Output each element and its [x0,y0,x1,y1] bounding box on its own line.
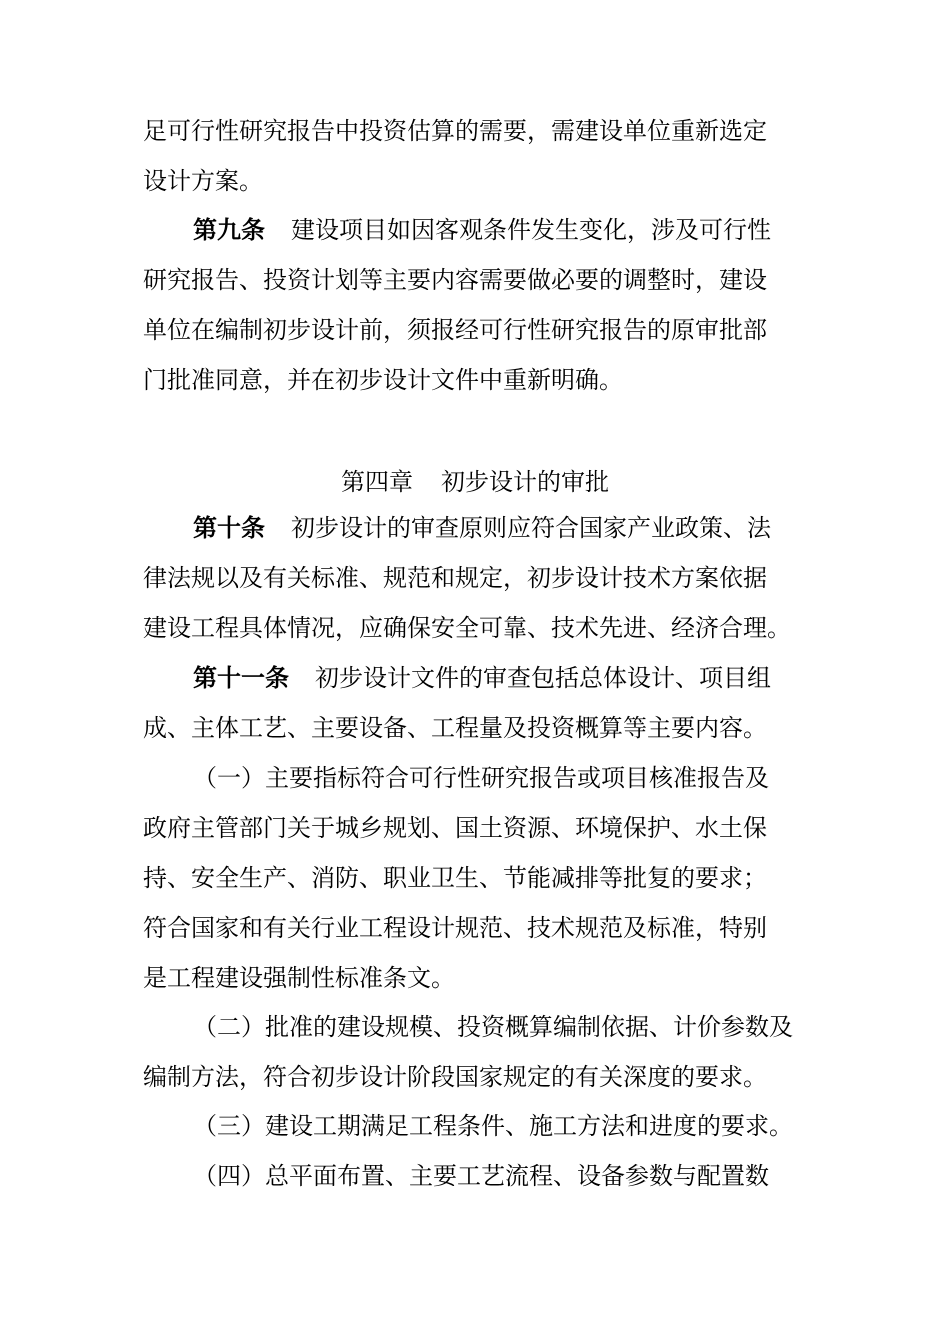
text-line: 设计方案。 [143,167,263,195]
chapter-heading [0,462,950,502]
article-11-first-line [143,653,811,703]
text-line: 编制方法，符合初步设计阶段国家规定的有关深度的要求。 [143,1063,767,1091]
chapter-title: 初步设计的审批 [441,468,609,496]
text-line: 初步设计的审查原则应符合国家产业政策、法 [291,514,771,542]
article-11 [143,653,811,753]
article-9-heading: 第九条 [193,216,265,244]
text-line: 是工程建设强制性标准条文。 [143,964,455,992]
text-line: 成、主体工艺、主要设备、工程量及投资概算等主要内容。 [143,714,767,742]
item-4 [143,1151,811,1201]
text-line: 研究报告、投资计划等主要内容需要做必要的调整时，建设 [143,266,767,294]
article-10-first-line [143,503,811,553]
text-line: 持、安全生产、消防、职业卫生、节能减排等批复的要求； [143,864,767,892]
text-line: 门批准同意，并在初步设计文件中重新明确。 [143,366,623,394]
article-10 [143,503,811,653]
chapter-number: 第四章 [341,468,413,496]
article-10-heading: 第十条 [193,514,265,542]
text-line: 建设工程具体情况，应确保安全可靠、技术先进、经济合理。 [143,614,791,642]
article-9-first-line [143,205,811,255]
article-9 [143,205,811,405]
text-line: 足可行性研究报告中投资估算的需要，需建设单位重新选定 [143,117,767,145]
text-line: 初步设计文件的审查包括总体设计、项目组 [315,664,771,692]
text-line: 律法规以及有关标准、规范和规定，初步设计技术方案依据 [143,564,767,592]
text-line: 单位在编制初步设计前，须报经可行性研究报告的原审批部 [143,316,767,344]
text-line: （二）批准的建设规模、投资概算编制依据、计价参数及 [193,1013,793,1041]
item-2 [143,1002,811,1102]
text-line: （四）总平面布置、主要工艺流程、设备参数与配置数 [193,1162,769,1190]
text-line: （一）主要指标符合可行性研究报告或项目核准报告及 [193,764,769,792]
text-line: 符合国家和有关行业工程设计规范、技术规范及标准，特别 [143,914,767,942]
text-line: （三）建设工期满足工程条件、施工方法和进度的要求。 [193,1112,793,1140]
item-1 [143,753,811,1003]
article-11-heading: 第十一条 [193,664,289,692]
text-line: 建设项目如因客观条件发生变化，涉及可行性 [291,216,771,244]
text-line: 政府主管部门关于城乡规划、国土资源、环境保护、水土保 [143,814,767,842]
item-3 [143,1101,811,1151]
paragraph-continuation [143,106,811,206]
